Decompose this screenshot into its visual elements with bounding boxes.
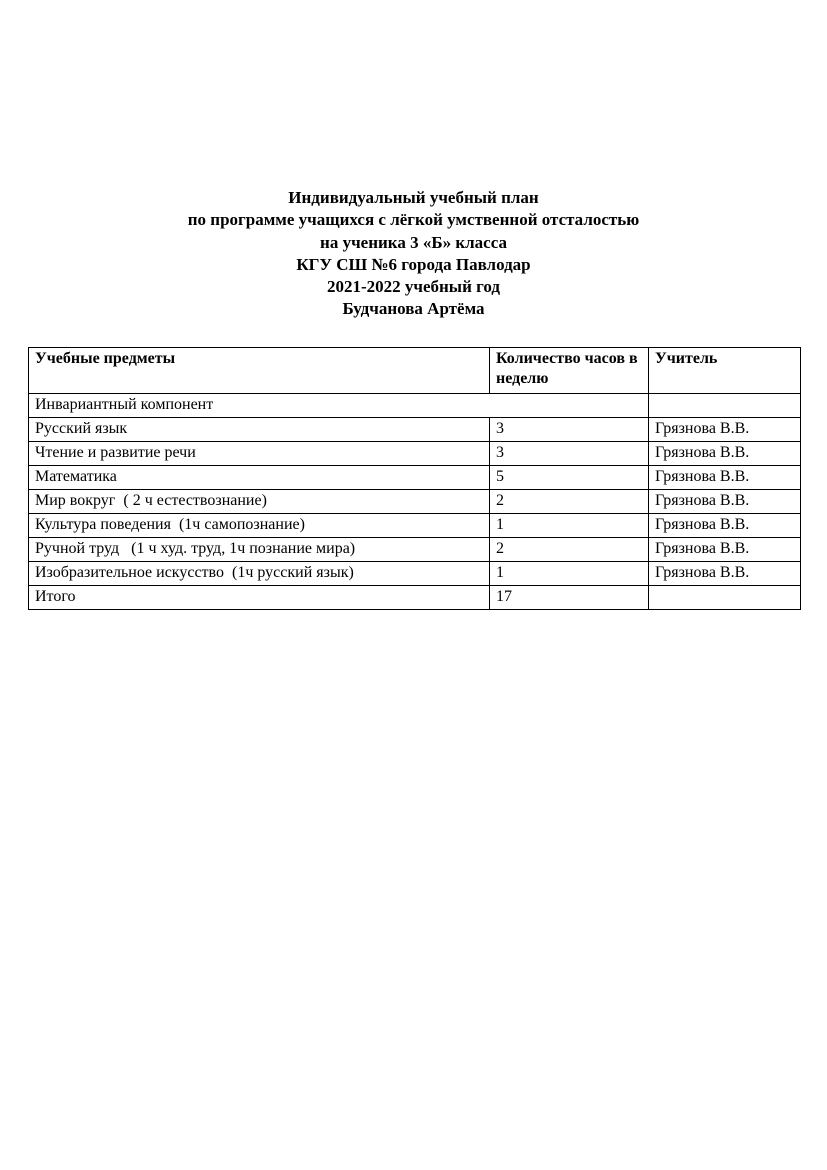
total-row [29, 586, 801, 610]
header-hours-per-week: Количество часов в неделю [490, 348, 649, 394]
subject-cell: Математика [29, 466, 490, 490]
hours-cell: 5 [490, 466, 649, 490]
section-empty-cell [649, 394, 801, 418]
header-teacher: Учитель [649, 348, 801, 394]
subject-cell: Русский язык [29, 418, 490, 442]
section-row [29, 394, 801, 418]
teacher-cell: Грязнова В.В. [649, 442, 801, 466]
teacher-cell: Грязнова В.В. [649, 466, 801, 490]
total-teacher-empty-cell [649, 586, 801, 610]
hours-cell: 3 [490, 442, 649, 466]
teacher-cell: Грязнова В.В. [649, 514, 801, 538]
table-row [29, 538, 801, 562]
table-row [29, 562, 801, 586]
teacher-cell: Грязнова В.В. [649, 418, 801, 442]
subject-cell: Чтение и развитие речи [29, 442, 490, 466]
total-hours: 17 [490, 586, 649, 610]
study-plan-table [28, 347, 801, 610]
title-line-4: КГУ СШ №6 города Павлодар [296, 254, 531, 274]
hours-cell: 1 [490, 562, 649, 586]
total-label: Итого [29, 586, 490, 610]
hours-cell: 3 [490, 418, 649, 442]
teacher-cell: Грязнова В.В. [649, 562, 801, 586]
teacher-cell: Грязнова В.В. [649, 538, 801, 562]
header-subjects: Учебные предметы [29, 348, 490, 394]
subject-cell: Ручной труд (1 ч худ. труд, 1ч познание мира) [29, 538, 490, 562]
table-row [29, 418, 801, 442]
subject-cell: Культура поведения (1ч самопознание) [29, 514, 490, 538]
table-row [29, 466, 801, 490]
subject-cell: Изобразительное искусство (1ч русский язык) [29, 562, 490, 586]
table-row [29, 514, 801, 538]
table-row [29, 442, 801, 466]
hours-cell: 1 [490, 514, 649, 538]
document-title [0, 187, 827, 321]
title-line-1: Индивидуальный учебный план [288, 188, 539, 207]
hours-cell: 2 [490, 538, 649, 562]
title-line-2: по программе учащихся с лёгкой умственной отсталостью [187, 210, 640, 230]
teacher-cell: Грязнова В.В. [649, 490, 801, 514]
title-line-3: на ученика 3 «Б» класса [320, 232, 507, 252]
subject-cell: Мир вокруг ( 2 ч естествознание) [29, 490, 490, 514]
table-header-row [29, 348, 801, 394]
hours-cell: 2 [490, 490, 649, 514]
title-line-5: 2021-2022 учебный год [326, 277, 501, 297]
section-label: Инвариантный компонент [29, 394, 649, 418]
table-row [29, 490, 801, 514]
title-line-6: Будчанова Артёма [342, 299, 485, 319]
